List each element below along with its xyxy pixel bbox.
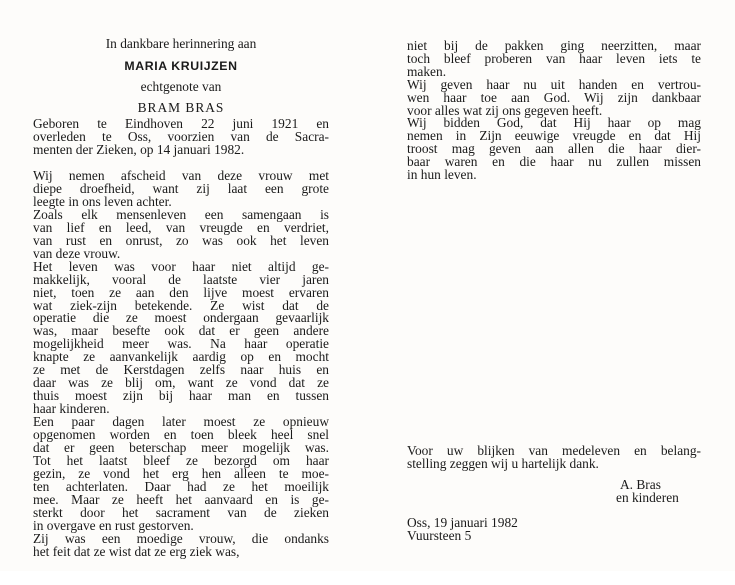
relation-line: echtgenote van (140, 79, 222, 94)
body-line: sterkt door het sacrament van de zieken (33, 504, 329, 520)
body-line: Een paar dagen later moest ze opnieuw (33, 414, 329, 430)
page-bottom-margin (0, 571, 735, 585)
spouse-name: BRAM BRAS (137, 100, 225, 115)
thanks-line: Voor uw blijken van medeleven en belang- (407, 443, 701, 458)
body-line: Wij nemen afscheid van deze vrouw met (33, 168, 329, 183)
deceased-name: MARIA KRUIJZEN (124, 59, 238, 73)
body-line: niet bij de pakken ging neerzitten, maar (407, 38, 701, 53)
body-line: niet, toen ze aan den lijve moest ervaren (33, 284, 329, 300)
signature-name: A. Bras (620, 477, 661, 492)
body-line: thuis moest zijn bij haar man en tussen (33, 388, 329, 404)
signature-family: en kinderen (616, 490, 679, 505)
body-line: Tot het laatst bleef ze bezorgd om haar (33, 452, 329, 468)
body-line: makkelijk, vooral de laatste vier jaren (33, 271, 329, 287)
body-line: van deze vrouw. (33, 245, 121, 261)
body-line: dat er geen beterschap meer mogelijk was. (33, 439, 329, 455)
body-line: Wij geven haar nu uit handen en vertrou- (407, 76, 701, 92)
body-line: wen haar toe aan God. Wij zijn dankbaar (407, 89, 701, 105)
body-line: Zij was een moedige vrouw, die ondanks (33, 530, 329, 546)
body-line: in hun leven. (407, 167, 477, 182)
intro-line: In dankbare herinnering aan (105, 36, 257, 51)
body-line: van lief en leed, van vreugde en verdriet, (33, 219, 329, 235)
body-line: Het leven was voor haar niet altijd ge- (33, 258, 329, 274)
body-line: nemen in Zijn eeuwige vreugde en dat Hij (407, 128, 701, 144)
body-line: diepe droefheid, want zij laat een grote (33, 180, 329, 196)
body-line: opgenomen worden en toen bleek heel snel (33, 427, 329, 442)
body-line: van rust en onrust, zo was ook het leven (33, 232, 329, 248)
body-line: mee. Maar ze heeft het aanvaard en is ge- (33, 491, 329, 507)
body-line: ze met de Kerstdagen zelfs naar huis en (33, 362, 329, 378)
body-line: wat ziek-zijn betekende. Ze wist dat de (33, 297, 329, 313)
body-line: was, maar besefte ook dat er geen andere (33, 323, 329, 339)
body-line: toch bleef proberen van haar leven iets te (407, 50, 701, 66)
thanks-line: stelling zeggen wij u hartelijk dank. (407, 456, 599, 472)
body-line: daar was ze blij om, want ze vond dat ze (33, 375, 329, 391)
body-line: baar waren en die haar nu zullen missen (407, 154, 701, 170)
body-line: haar kinderen. (33, 401, 110, 417)
body-line: mogelijkheid meer was. Na haar operatie (33, 336, 329, 352)
body-line: in overgave en rust gestorven. (33, 517, 194, 533)
birth-line: menten der Zieken, op 14 januari 1982. (33, 142, 245, 158)
address: Vuursteen 5 (407, 528, 472, 543)
body-line: troost mag geven aan allen die haar dier- (407, 141, 701, 157)
birth-line: Geboren te Eindhoven 22 juni 1921 en (33, 116, 329, 131)
body-line: maken. (407, 63, 447, 79)
body-line: Wij bidden God, dat Hij haar op mag (407, 115, 701, 131)
body-line: leegte in ons leven achter. (33, 193, 172, 209)
body-line: gezin, ze vond het erg hen alleen te moe- (33, 465, 329, 481)
birth-line: overleden te Oss, voorzien van de Sacra- (33, 129, 329, 145)
body-line: ten achterlaten. Daar had ze het moeilijk (33, 478, 329, 494)
body-line: knapte ze aanvankelijk aardig op en mocht (33, 349, 329, 365)
body-line: het feit dat ze wist dat ze erg ziek was, (33, 543, 240, 559)
place-date: Oss, 19 januari 1982 (407, 515, 518, 530)
body-line: voor alles wat zij ons gegeven heeft. (407, 102, 603, 118)
body-line: Zoals elk mensenleven een samengaan is (33, 206, 329, 222)
body-line: operatie die ze moest ondergaan gevaarlijk (33, 310, 329, 326)
